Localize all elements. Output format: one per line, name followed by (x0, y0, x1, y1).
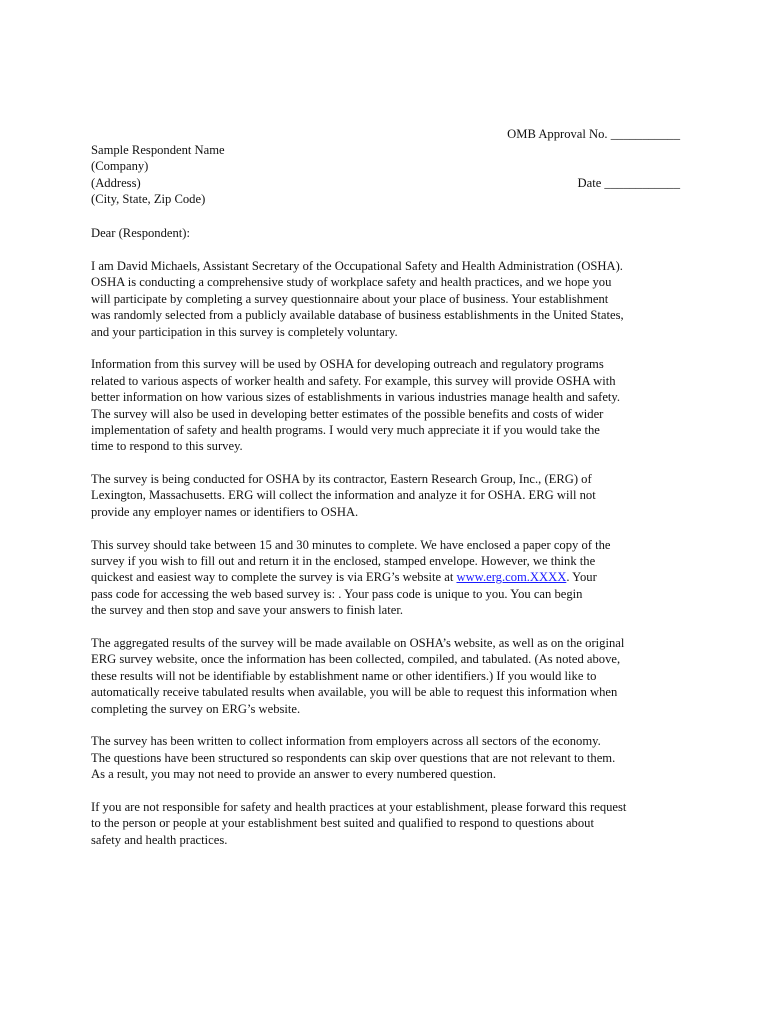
text-line: ERG survey website, once the information has been collected, compiled, and tabulated. (As noted above, (91, 652, 621, 667)
salutation: Dear (Respondent): (91, 226, 190, 240)
letter-header (507, 93, 680, 224)
paragraph-completion-instructions (91, 537, 691, 619)
text-line: provide any employer names or identifiers to OSHA. (91, 504, 359, 519)
text-line: As a result, you may not need to provide an answer to every numbered question. (91, 767, 496, 782)
paragraph-forward-request (91, 799, 691, 848)
text-line: to the person or people at your establishment best suited and qualified to respond to questions about (91, 816, 594, 831)
text-line: Information from this survey will be used by OSHA for developing outreach and regulatory programs (91, 357, 604, 372)
text-line: completing the survey on ERG’s website. (91, 701, 301, 716)
recipient-address (91, 142, 225, 208)
text-line: This survey should take between 15 and 30 minutes to complete. We have enclosed a paper copy of the (91, 537, 611, 552)
paragraph-introduction (91, 258, 691, 340)
paragraph-contractor (91, 471, 691, 520)
text-line: Lexington, Massachusetts. ERG will collect the information and analyze it for OSHA. ERG will not (91, 488, 596, 503)
text-line: better information on how various sizes of establishments in various industries manage health and safety. (91, 390, 621, 405)
text-line: and your participation in this survey is completely voluntary. (91, 324, 398, 339)
text-line: pass code for accessing the web based survey is: . Your pass code is unique to you. You can begin (91, 586, 583, 601)
recipient-city-state-zip: (City, State, Zip Code) (91, 192, 206, 207)
text-line: was randomly selected from a publicly available database of business establishments in the United States, (91, 308, 624, 323)
text-line: survey if you wish to fill out and return it in the enclosed, stamped envelope. However, we think the (91, 554, 596, 569)
letter-body (91, 258, 691, 864)
text-line: If you are not responsible for safety and health practices at your establishment, please forward this request (91, 799, 627, 814)
text-line: automatically receive tabulated results when available, you will be able to request this information when (91, 685, 618, 700)
recipient-street-address: (Address) (91, 175, 141, 190)
text-line: safety and health practices. (91, 832, 228, 847)
text-line: these results will not be identifiable by establishment name or other identifiers.) If you would like to (91, 668, 597, 683)
text-line: The survey has been written to collect information from employers across all sectors of the economy. (91, 734, 601, 749)
text-line: The questions have been structured so respondents can skip over questions that are not relevant to them. (91, 750, 616, 765)
letter-date: Date ____________ (577, 176, 680, 191)
recipient-name: Sample Respondent Name (91, 143, 225, 157)
text-line: related to various aspects of worker health and safety. For example, this survey will provide OSHA with (91, 373, 616, 388)
paragraph-aggregated-results (91, 635, 691, 717)
text-segment: . Your (566, 570, 597, 585)
text-line: time to respond to this survey. (91, 439, 243, 454)
text-line: will participate by completing a survey questionnaire about your place of business. Your establishment (91, 291, 609, 306)
erg-website-link[interactable]: www.erg.com.XXXX (456, 570, 567, 585)
text-line (91, 569, 691, 585)
text-line: OSHA is conducting a comprehensive study of workplace safety and health practices, and we hope you (91, 275, 612, 290)
text-line: the survey and then stop and save your answers to finish later. (91, 603, 403, 618)
paragraph-survey-structure (91, 733, 691, 782)
text-line: The aggregated results of the survey will be made available on OSHA’s website, as well as on the original (91, 635, 625, 650)
text-line: The survey is being conducted for OSHA by its contractor, Eastern Research Group, Inc., (ERG) of (91, 472, 592, 487)
text-line: The survey will also be used in developing better estimates of the possible benefits and costs of wider (91, 406, 604, 421)
recipient-company: (Company) (91, 159, 149, 174)
omb-approval-number: OMB Approval No. ___________ (507, 126, 680, 141)
text-line: I am David Michaels, Assistant Secretary of the Occupational Safety and Health Administration (OSHA). (91, 259, 623, 273)
paragraph-survey-purpose (91, 356, 691, 454)
text-segment: quickest and easiest way to complete the survey is via ERG’s website at (91, 570, 457, 585)
text-line: implementation of safety and health programs. I would very much appreciate it if you would take the (91, 422, 600, 437)
